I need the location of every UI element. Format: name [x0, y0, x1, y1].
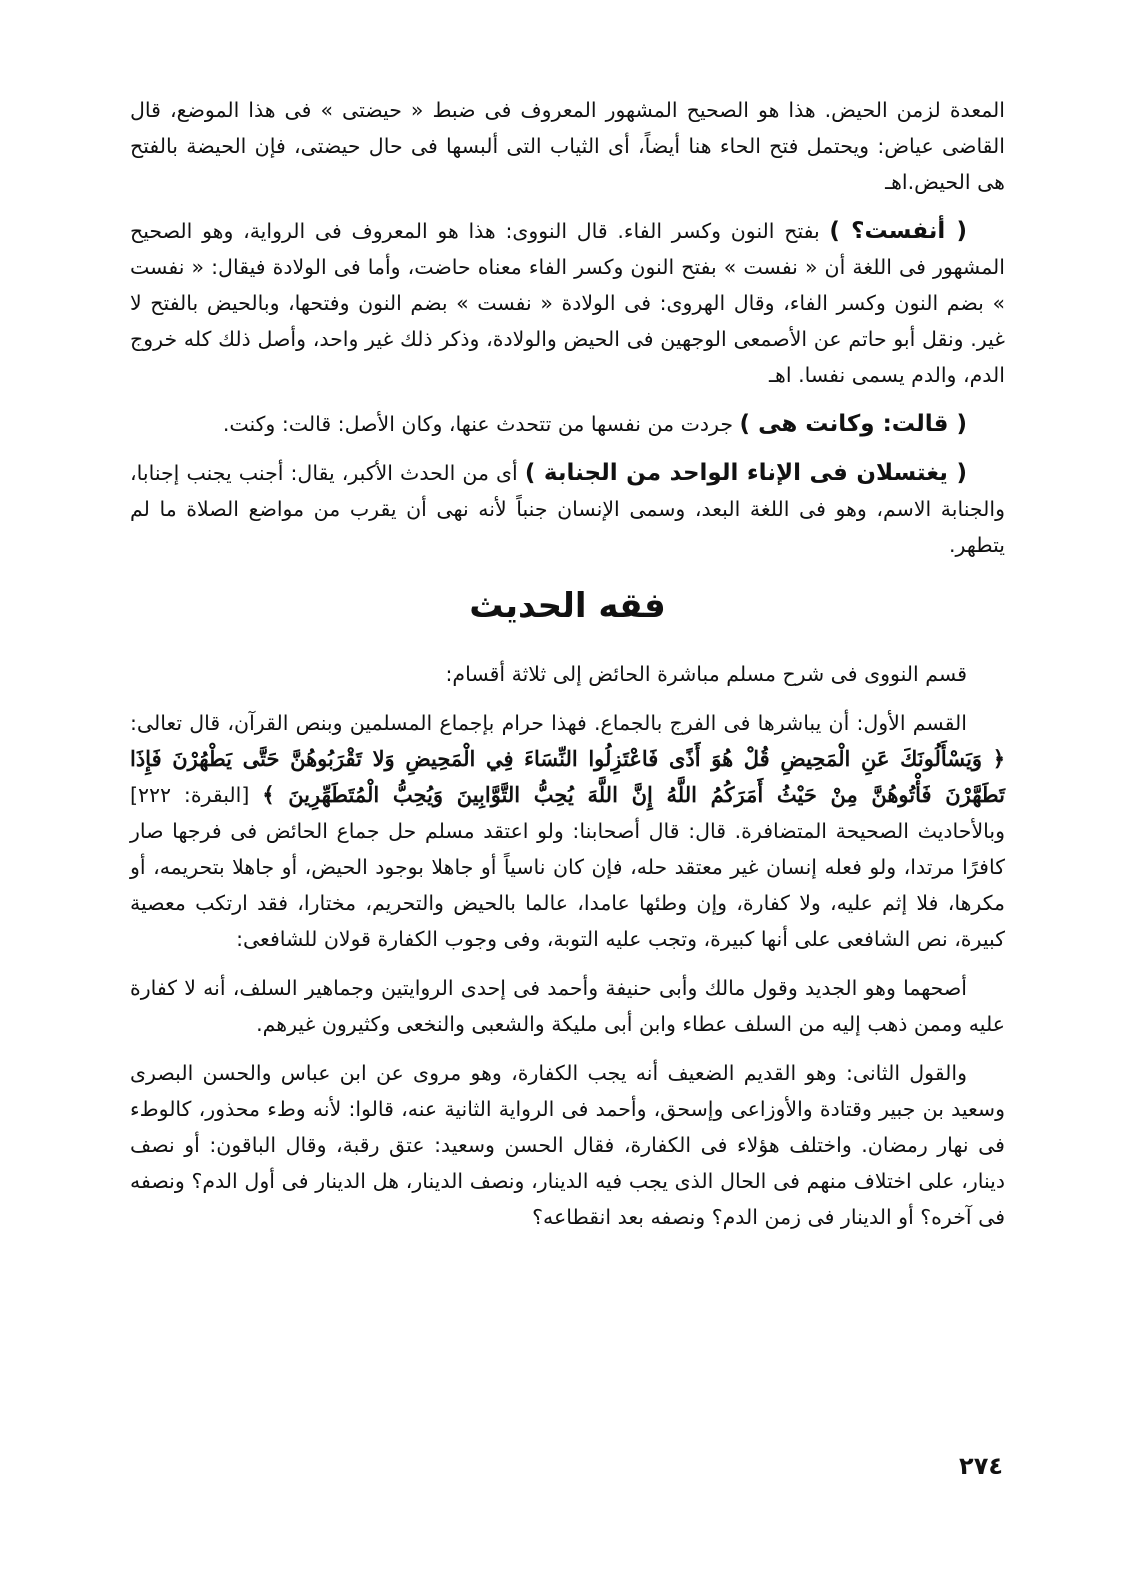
paragraph-8: والقول الثانى: وهو القديم الضعيف أنه يجب الكفارة، وهو مروى عن ابن عباس والحسن البصرى وسعيد بن جبير وقتادة والأوزاعى وإسحق، وأحمد فى الرواية الثانية عنه، قالوا: لأنه وطء محذور، كالوطء فى نهار رمضان. واختلف هؤلاء فى الكفارة، فقال الحسن وسعيد: عتق رقبة، وقال الباقون: أو نصف دينار، على اختلاف منهم فى الحال الذى يجب فيه الدينار، ونصف الدينار، هل الدينار فى أول الدم؟ ونصفه فى آخره؟ أو الدينار فى زمن الدم؟ ونصفه بعد انقطاعه؟: [130, 1061, 1005, 1229]
paragraph-7: أصحهما وهو الجديد وقول مالك وأبى حنيفة وأحمد فى إحدى الروايتين وجماهير السلف، أنه لا كفارة عليه وممن ذهب إليه من السلف عطاء وابن أبى مليكة والشعبى والنخعى وكثيرون غيرهم.: [130, 976, 1005, 1036]
term-qalat-wakanat-hiya: ( قالت: وكانت هى ): [739, 411, 967, 437]
term-anafisti: ( أنفست؟ ): [829, 218, 967, 244]
paragraph-6-end: [البقرة: ٢٢٢] وبالأحاديث الصحيحة المتضافرة. قال: قال أصحابنا: ولو اعتقد مسلم حل جماع الحائض فى فرجها صار كافرًا مرتدا، ولو فعله إنسان غير معتقد حله، فإن كان ناسياً أو جاهلا بوجود الحيض، أو جاهلا بتحريمه، أو مكرها، فلا إثم عليه، ولا كفارة، وإن وطئها عامدا، عالما بالحيض والتحريم، مختارا، فقد ارتكب معصية كبيرة، نص الشافعى على أنها كبيرة، وتجب عليه التوبة، وفى وجوب الكفارة قولان للشافعى:: [130, 783, 1005, 951]
page-number: ٢٧٤: [959, 1452, 1003, 1480]
paragraph-2: [130, 213, 1005, 393]
paragraph-6: [130, 705, 1005, 957]
paragraph-5: قسم النووى فى شرح مسلم مباشرة الحائض إلى ثلاثة أقسام:: [445, 662, 967, 686]
paragraph-4: [130, 455, 1005, 563]
paragraph-3: [130, 406, 1005, 442]
paragraph-4-text: أى من الحدث الأكبر، يقال: أجنب يجنب إجنابا، والجنابة الاسم، وهو فى اللغة البعد، وسمى الإنسان جنباً لأنه نهى أن يقرب من مواضع الصلاة ما لم يتطهر.: [130, 461, 1005, 557]
quran-verse: ﴿ وَيَسْأَلُونَكَ عَنِ الْمَحِيضِ قُلْ هُوَ أَذًى فَاعْتَزِلُوا النِّسَاءَ فِي الْمَحِيضِ وَلا تَقْرَبُوهُنَّ حَتَّى يَطْهُرْنَ فَإِذَا تَطَهَّرْنَ فَأْتُوهُنَّ مِنْ حَيْثُ أَمَرَكُمُ اللَّهُ إِنَّ اللَّهَ يُحِبُّ التَّوَّابِينَ وَيُحِبُّ الْمُتَطَهِّرِينَ ﴾: [130, 746, 1005, 807]
paragraph-2-text: بفتح النون وكسر الفاء. قال النووى: هذا هو المعروف فى الرواية، وهو الصحيح المشهور فى اللغة أن « نفست » بفتح النون وكسر الفاء معناه حاضت، وأما فى الولادة فيقال: « نفست » بضم النون وكسر الفاء، وقال الهروى: فى الولادة « نفست » بضم النون وفتحها، وبالحيض بالفتح لا غير. ونقل أبو حاتم عن الأصمعى الوجهين فى الحيض والولادة، وذكر ذلك غير واحد، وأصل ذلك كله خروج الدم، والدم يسمى نفسا. اهـ: [130, 219, 1005, 387]
paragraph-3-text: جردت من نفسها من تتحدث عنها، وكان الأصل: قالت: وكنت.: [222, 412, 740, 436]
page-body: [130, 92, 1005, 1248]
term-yaghtasilan: ( يغتسلان فى الإناء الواحد من الجنابة ): [524, 460, 967, 486]
section-heading: فقه الحديث: [469, 586, 666, 626]
paragraph-1: المعدة لزمن الحيض. هذا هو الصحيح المشهور المعروف فى ضبط « حيضتى » فى هذا الموضع، قال القاضى عياض: ويحتمل فتح الحاء هنا أيضاً، أى الثياب التى ألبسها فى حال حيضتى، فإن الحيضة بالفتح هى الحيض.اهـ: [130, 98, 1005, 194]
paragraph-6-start: القسم الأول: أن يباشرها فى الفرج بالجماع. فهذا حرام بإجماع المسلمين وبنص القرآن، قال تعالى:: [130, 711, 967, 735]
